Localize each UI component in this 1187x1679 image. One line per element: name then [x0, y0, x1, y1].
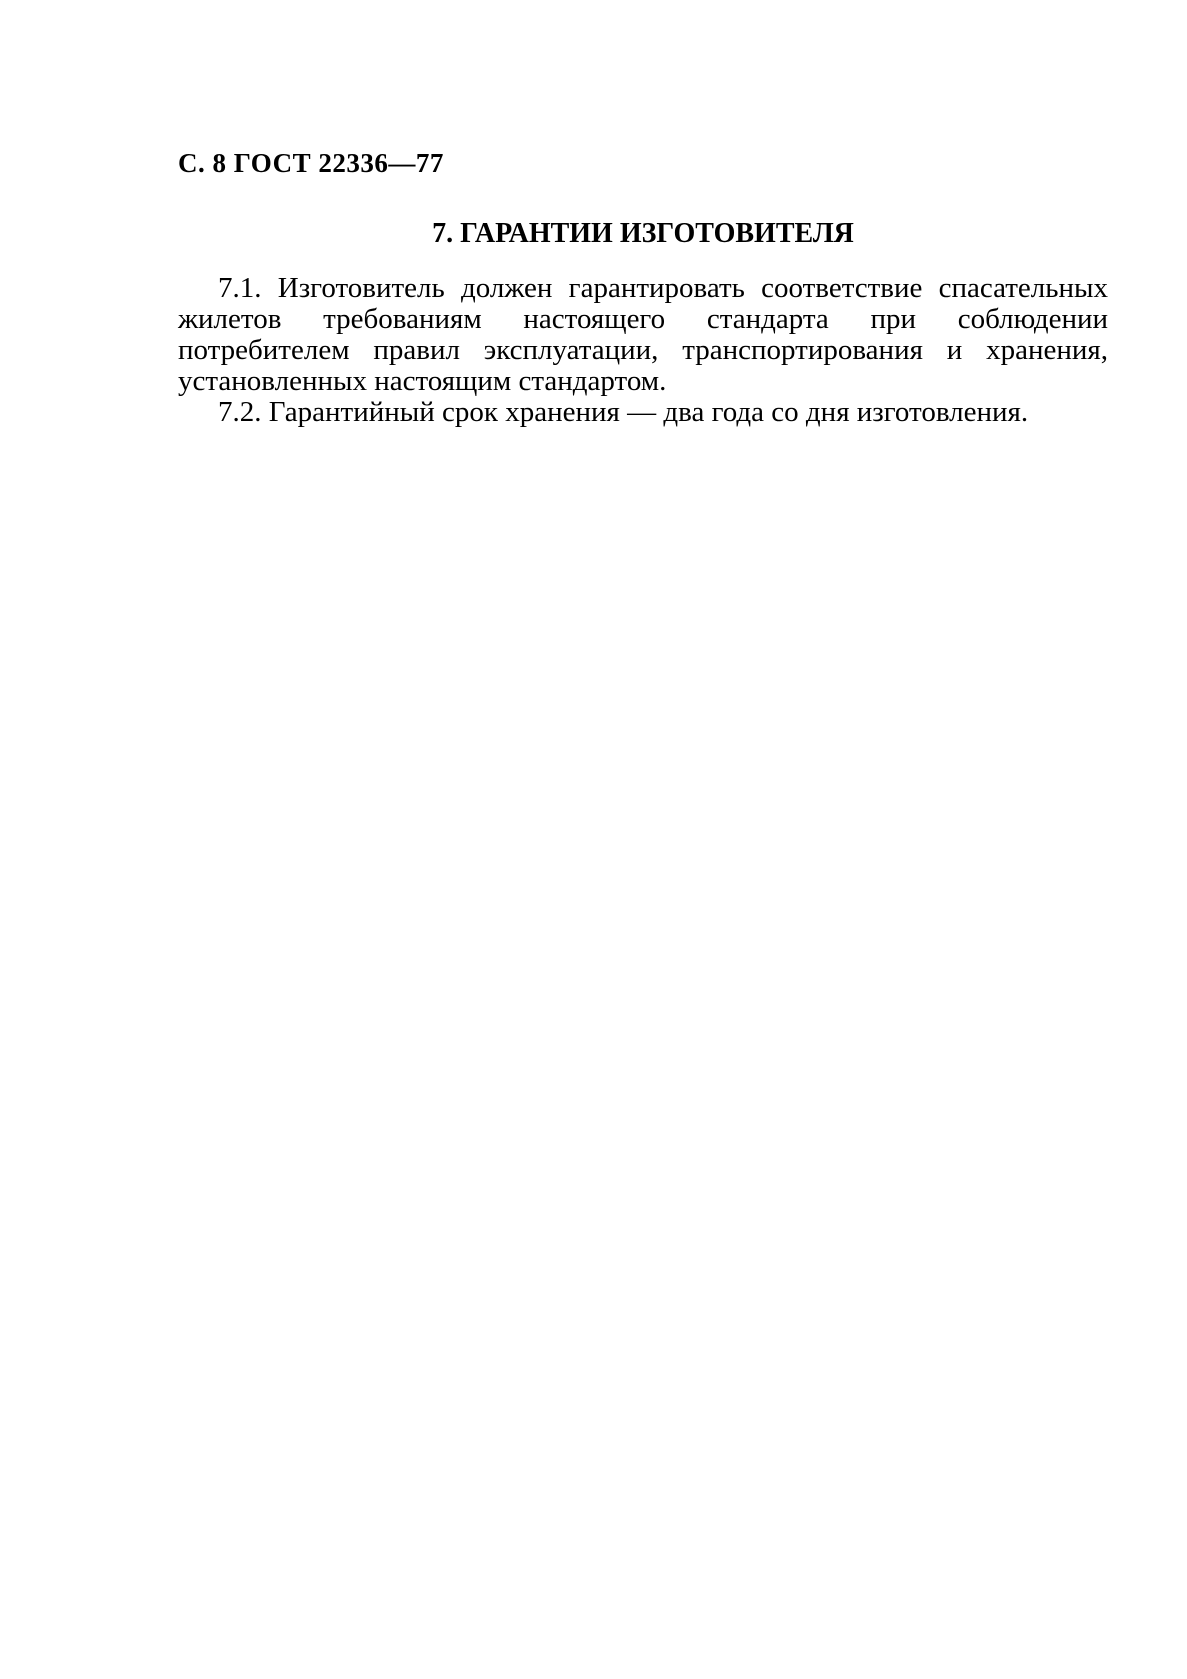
- section-body: [178, 273, 1108, 428]
- section-title: 7. ГАРАНТИИ ИЗГОТОВИТЕЛЯ: [432, 218, 854, 249]
- paragraph-7-2: 7.2. Гарантийный срок хранения — два года со дня изготовления.: [218, 396, 1029, 428]
- running-header: С. 8 ГОСТ 22336—77: [178, 148, 444, 178]
- paragraph-7-1: 7.1. Изготовитель должен гарантировать соответствие спасательных жилетов требованиям настоящего стандарта при соблюдении потребителем правил эксплуатации, транспортирования и хранения, установленных настоящим стандартом.: [178, 272, 1108, 397]
